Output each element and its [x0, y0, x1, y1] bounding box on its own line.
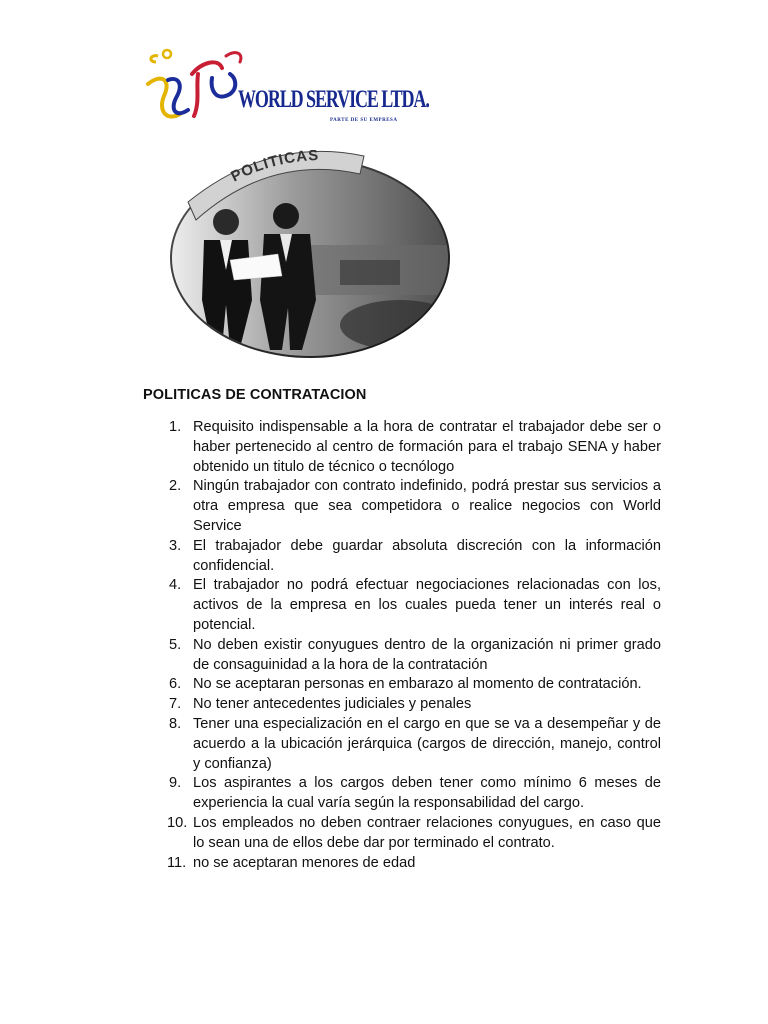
policy-text: No tener antecedentes judiciales y penales [193, 696, 472, 713]
company-tagline: PARTE DE SU EMPRESA [330, 118, 398, 123]
policy-item [143, 636, 661, 676]
policy-text: No deben existir conyugues dentro de la organización ni primer grado de consaguinidad a la hora de la contratación [193, 636, 661, 673]
policy-text: Los aspirantes a los cargos deben tener como mínimo 6 meses de experiencia la cual varía según la responsabilidad del cargo. [193, 775, 661, 812]
policies-photo [160, 150, 460, 365]
policy-number: 6. [169, 676, 182, 693]
banner-text: POLITICAS [228, 150, 320, 186]
logo-swirl-icon [140, 44, 250, 136]
policy-item [143, 576, 661, 635]
policy-text: Los empleados no deben contraer relaciones conyugues, en caso que lo sean una de ellos debe dar por terminado el contrato. [193, 814, 661, 851]
company-name: WORLD SERVICE LTDA. [238, 86, 429, 113]
policy-number: 7. [169, 696, 182, 713]
policy-number: 3. [169, 537, 182, 554]
policy-text: Ningún trabajador con contrato indefinido, podrá prestar sus servicios a otra empresa que sea competidora o realice negocios con World Service [193, 478, 661, 534]
policy-number: 5. [169, 636, 182, 653]
policy-text: Requisito indispensable a la hora de contratar el trabajador debe ser o haber pertenecido al centro de formación para el trabajo SENA y haber obtenido un titulo de técnico o tecnólogo [193, 419, 661, 475]
policy-item [143, 774, 661, 814]
policy-text: El trabajador debe guardar absoluta discreción con la información confidencial. [193, 537, 661, 574]
policy-item [143, 477, 661, 536]
policy-number: 10. [167, 814, 188, 831]
policy-item [143, 814, 661, 854]
policy-text: No se aceptaran personas en embarazo al momento de contratación. [193, 676, 642, 693]
page-title: POLITICAS DE CONTRATACION [143, 387, 367, 403]
policy-number: 9. [169, 775, 182, 792]
policy-item [143, 854, 661, 874]
policy-number: 8. [169, 715, 182, 732]
policy-text: El trabajador no podrá efectuar negociaciones relacionadas con los, activos de la empresa en los cuales pueda tener un interés real o potencial. [193, 577, 661, 633]
policy-list [143, 418, 661, 873]
policy-number: 2. [169, 478, 182, 495]
policy-text: no se aceptaran menores de edad [193, 854, 416, 871]
policy-text: Tener una especialización en el cargo en que se va a desempeñar y de acuerdo a la ubicación jerárquica (cargos de dirección, manejo, control y confianza) [193, 715, 661, 772]
policy-item [143, 695, 661, 715]
policy-item [143, 418, 661, 477]
policy-number: 4. [169, 577, 182, 594]
policy-item [143, 675, 661, 695]
policy-number: 11. [167, 854, 187, 871]
policy-number: 1. [169, 419, 182, 435]
policy-item [143, 715, 661, 774]
policy-item [143, 537, 661, 577]
